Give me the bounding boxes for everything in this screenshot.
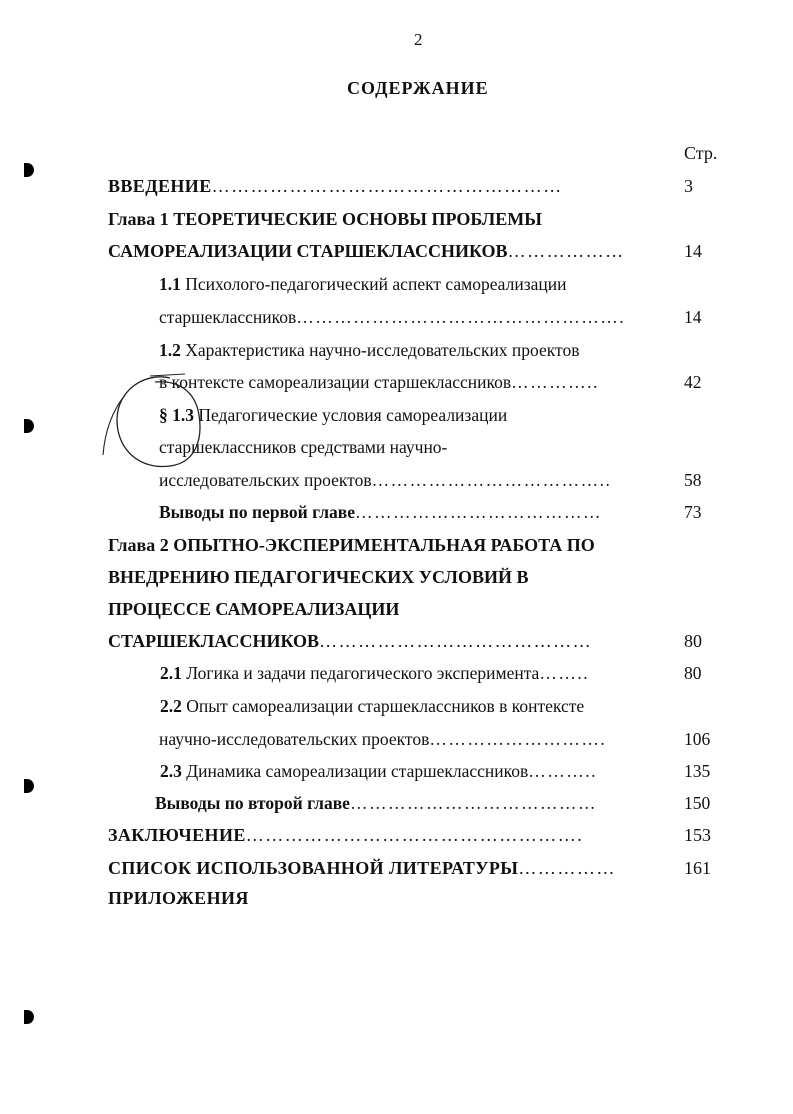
toc-leader-dots: ………………………………… — [349, 793, 597, 813]
toc-section-1-3-line1[interactable] — [159, 403, 507, 427]
toc-conclusion-ch2[interactable] — [155, 791, 597, 815]
toc-leader-dots: ……………………………………………… — [211, 176, 563, 196]
toc-section-title-cont: исследовательских проектов — [159, 470, 372, 490]
toc-chapter1-line2[interactable] — [108, 239, 625, 263]
toc-section-1-2-page: 42 — [684, 372, 702, 392]
binding-mark — [24, 419, 34, 433]
toc-chapter2-line4[interactable] — [108, 629, 592, 653]
page-number: 2 — [414, 30, 423, 49]
toc-chapter1-label: САМОРЕАЛИЗАЦИИ СТАРШЕКЛАССНИКОВ — [108, 241, 508, 261]
toc-chapter2-line1[interactable]: Глава 2 ОПЫТНО-ЭКСПЕРИМЕНТАЛЬНАЯ РАБОТА ПО — [108, 535, 595, 555]
toc-chapter2-line2[interactable]: ВНЕДРЕНИЮ ПЕДАГОГИЧЕСКИХ УСЛОВИЙ В — [108, 567, 529, 587]
toc-leader-dots: ……………… — [507, 241, 625, 261]
toc-leader-dots: ……………………………….. — [371, 470, 612, 490]
toc-intro[interactable] — [108, 174, 563, 198]
toc-chapter2-label: СТАРШЕКЛАССНИКОВ — [108, 631, 320, 651]
toc-leader-dots: …….. — [539, 663, 590, 683]
toc-leader-dots: ……………………………………………. — [245, 825, 584, 845]
toc-section-2-3[interactable] — [160, 759, 597, 783]
toc-section-1-1-line2[interactable] — [159, 305, 625, 329]
toc-section-2-1[interactable] — [160, 661, 589, 685]
toc-conclusion-ch1[interactable] — [159, 500, 602, 524]
toc-section-1-3-line3[interactable] — [159, 468, 611, 492]
toc-section-1-2-line2[interactable] — [159, 370, 599, 394]
toc-section-title: Динамика самореализации старшеклассников — [186, 761, 529, 781]
toc-section-title-cont: научно-исследовательских проектов — [159, 729, 430, 749]
toc-leader-dots: …………………………………… — [319, 631, 593, 651]
toc-references-label: СПИСОК ИСПОЛЬЗОВАННОЙ ЛИТЕРАТУРЫ — [108, 858, 519, 878]
toc-section-title-cont: старшеклассников — [159, 307, 297, 327]
toc-conclusion-label: Выводы по второй главе — [155, 793, 350, 813]
toc-section-1-1-line1[interactable] — [159, 272, 566, 296]
toc-chapter2-page: 80 — [684, 631, 702, 651]
toc-leader-dots: ……….. — [528, 761, 598, 781]
toc-section-1-3-line2[interactable]: старшеклассников средствами научно- — [159, 437, 448, 457]
page-title: СОДЕРЖАНИЕ — [347, 78, 489, 98]
toc-section-number: § 1.3 — [159, 405, 194, 425]
toc-leader-dots: ………….. — [511, 372, 599, 392]
toc-section-2-2-line1[interactable] — [160, 694, 584, 718]
toc-section-1-1-page: 14 — [684, 307, 702, 327]
toc-section-number: 1.1 — [159, 274, 181, 294]
toc-section-1-2-line1[interactable] — [159, 338, 579, 362]
toc-leader-dots: ………………………………… — [354, 502, 602, 522]
toc-section-number: 2.2 — [160, 696, 182, 716]
toc-appendix[interactable]: ПРИЛОЖЕНИЯ — [108, 888, 249, 908]
toc-conclusion-label: Выводы по первой главе — [159, 502, 355, 522]
toc-section-title: Психолого-педагогический аспект самореализации — [185, 274, 567, 294]
toc-leader-dots: ……………………………………………. — [296, 307, 626, 327]
toc-section-number: 2.3 — [160, 761, 182, 781]
toc-intro-page: 3 — [684, 176, 693, 196]
toc-section-title: Характеристика научно-исследовательских проектов — [185, 340, 580, 360]
toc-leader-dots: ………………………. — [429, 729, 607, 749]
toc-conclusion-ch2-page: 150 — [684, 793, 711, 813]
toc-chapter1-line1[interactable]: Глава 1 ТЕОРЕТИЧЕСКИЕ ОСНОВЫ ПРОБЛЕМЫ — [108, 209, 542, 229]
toc-section-2-2-page: 106 — [684, 729, 711, 749]
toc-section-1-3-page: 58 — [684, 470, 702, 490]
toc-references[interactable] — [108, 856, 616, 880]
toc-section-title-cont: в контексте самореализации старшеклассников — [159, 372, 512, 392]
binding-mark — [24, 779, 34, 793]
toc-section-title: Педагогические условия самореализации — [198, 405, 508, 425]
toc-chapter1-page: 14 — [684, 241, 702, 261]
toc-section-number: 1.2 — [159, 340, 181, 360]
toc-conclusion-ch1-page: 73 — [684, 502, 702, 522]
toc-section-2-1-page: 80 — [684, 663, 702, 683]
toc-intro-label: ВВЕДЕНИЕ — [108, 176, 212, 196]
toc-section-title: Опыт самореализации старшеклассников в контексте — [186, 696, 585, 716]
toc-references-page: 161 — [684, 858, 711, 878]
toc-chapter2-line3[interactable]: ПРОЦЕССЕ САМОРЕАЛИЗАЦИИ — [108, 599, 400, 619]
toc-final-conclusion[interactable] — [108, 823, 583, 847]
toc-final-conclusion-page: 153 — [684, 825, 711, 845]
page-column-label: Стр. — [684, 143, 718, 163]
binding-mark — [24, 1010, 34, 1024]
toc-section-number: 2.1 — [160, 663, 182, 683]
toc-leader-dots: …………… — [518, 858, 616, 878]
toc-section-title: Логика и задачи педагогического эксперимента — [186, 663, 540, 683]
toc-section-2-2-line2[interactable] — [159, 727, 606, 751]
toc-final-conclusion-label: ЗАКЛЮЧЕНИЕ — [108, 825, 246, 845]
toc-section-2-3-page: 135 — [684, 761, 711, 781]
binding-mark — [24, 163, 34, 177]
